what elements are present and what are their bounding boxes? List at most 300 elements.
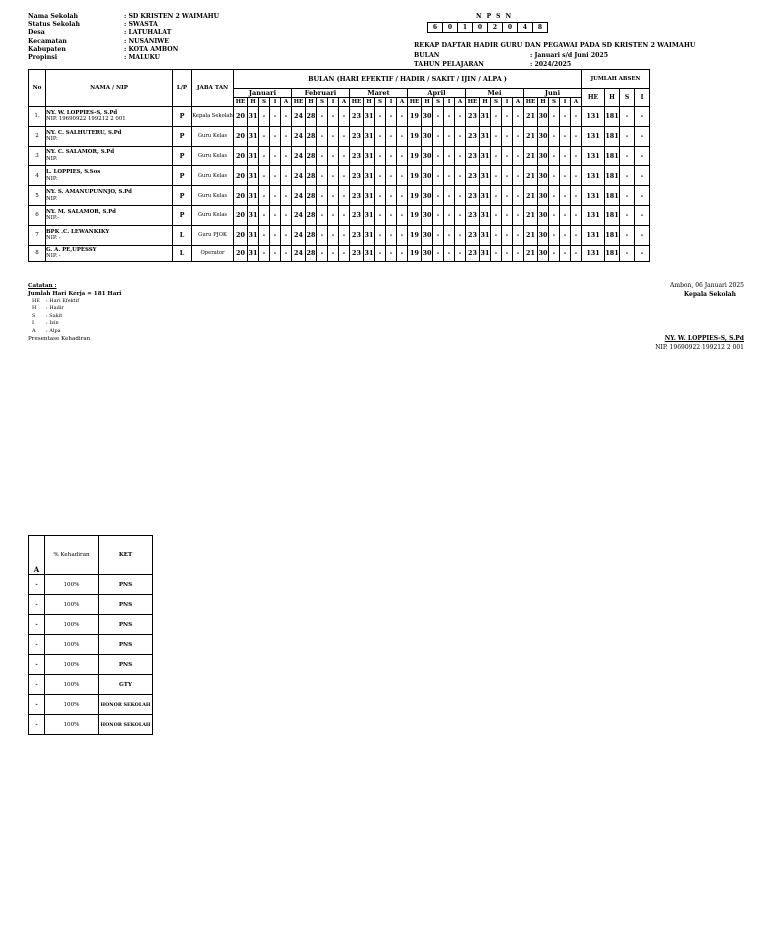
sub-col-header: S xyxy=(549,98,560,107)
school-info-value: : LATUHALAT xyxy=(124,29,172,37)
pct-col-a: A xyxy=(29,536,45,575)
row-lp: P xyxy=(173,107,192,127)
row-value: - xyxy=(270,186,281,206)
npsn-digit: 4 xyxy=(518,23,533,32)
sub-col-header: H xyxy=(538,98,549,107)
row-value: - xyxy=(386,126,397,146)
month-header: Maret xyxy=(350,89,408,98)
row-nama xyxy=(46,107,173,127)
legend-key: S xyxy=(32,312,36,319)
row-value: - xyxy=(502,225,513,245)
row-value: - xyxy=(502,186,513,206)
row-value: - xyxy=(444,107,455,127)
row-value: 23 xyxy=(466,225,480,245)
row-value: - xyxy=(433,225,444,245)
row-value: - xyxy=(455,146,466,166)
row-value: 28 xyxy=(306,146,317,166)
row-value: - xyxy=(491,225,502,245)
row-value: - xyxy=(433,166,444,186)
jumlah-col-header: S xyxy=(620,89,635,107)
row-value: 19 xyxy=(408,225,422,245)
row-jabatan: Kepala Sekolah xyxy=(192,107,234,127)
pct-row xyxy=(29,615,153,635)
pct-value: 100% xyxy=(45,575,99,595)
row-nama xyxy=(46,166,173,186)
row-jumlah: - xyxy=(635,126,650,146)
row-jumlah: 131 xyxy=(582,225,605,245)
row-value: 31 xyxy=(480,186,491,206)
row-value: - xyxy=(339,245,350,261)
row-value: - xyxy=(317,225,328,245)
row-value: - xyxy=(259,225,270,245)
row-value: - xyxy=(270,107,281,127)
pct-a: - xyxy=(29,635,45,655)
row-value: 23 xyxy=(350,107,364,127)
month-header: Mei xyxy=(466,89,524,98)
col-nama: NAMA / NIP xyxy=(46,70,173,107)
row-value: 31 xyxy=(248,166,259,186)
sub-col-header: I xyxy=(270,98,281,107)
school-info-row xyxy=(28,54,160,62)
document-title: REKAP DAFTAR HADIR GURU DAN PEGAWAI PADA SD KRISTEN 2 WAIMAHU xyxy=(414,41,696,49)
row-value: - xyxy=(571,205,582,225)
row-value: - xyxy=(281,225,292,245)
row-value: - xyxy=(270,245,281,261)
row-value: 30 xyxy=(538,205,549,225)
legend-value: : Izin xyxy=(46,320,59,327)
row-value: 20 xyxy=(234,245,248,261)
row-value: - xyxy=(259,107,270,127)
row-value: 23 xyxy=(466,166,480,186)
legend-value: : Alpa xyxy=(46,327,61,334)
row-value: 30 xyxy=(422,126,433,146)
sub-col-header: S xyxy=(375,98,386,107)
row-value: - xyxy=(259,186,270,206)
row-jumlah: - xyxy=(635,225,650,245)
sub-col-header: HE xyxy=(466,98,480,107)
row-value: 23 xyxy=(466,146,480,166)
row-value: 20 xyxy=(234,225,248,245)
row-value: 31 xyxy=(480,205,491,225)
table-row xyxy=(29,126,650,146)
row-value: - xyxy=(328,166,339,186)
row-nip: NIP. xyxy=(46,195,58,202)
pct-value: 100% xyxy=(45,655,99,675)
npsn-digit: 0 xyxy=(443,23,458,32)
row-value: - xyxy=(270,166,281,186)
row-value: - xyxy=(433,245,444,261)
row-value: - xyxy=(386,107,397,127)
row-value: - xyxy=(491,107,502,127)
pct-value: 100% xyxy=(45,615,99,635)
row-value: 31 xyxy=(364,245,375,261)
row-value: - xyxy=(386,146,397,166)
row-value: - xyxy=(375,205,386,225)
row-value: - xyxy=(375,186,386,206)
school-info-row xyxy=(28,29,171,37)
row-name: L. LOPPIES, S.Sos xyxy=(46,169,101,176)
row-jabatan: Guru Kelas xyxy=(192,205,234,225)
sub-col-header: H xyxy=(364,98,375,107)
jumlah-col-header: I xyxy=(635,89,650,107)
pct-col-ket: KET xyxy=(99,536,153,575)
pct-row xyxy=(29,675,153,695)
row-value: 28 xyxy=(306,107,317,127)
school-info-label: Kabupaten xyxy=(28,45,66,53)
row-value: 19 xyxy=(408,205,422,225)
row-value: - xyxy=(375,166,386,186)
row-value: 30 xyxy=(422,107,433,127)
sub-col-header: HE xyxy=(350,98,364,107)
row-jabatan: Operator xyxy=(192,245,234,261)
school-info-value: : MALUKU xyxy=(124,54,161,61)
row-jumlah: 131 xyxy=(582,166,605,186)
pct-ket: PNS xyxy=(99,655,153,675)
row-value: 23 xyxy=(350,166,364,186)
row-value: - xyxy=(386,205,397,225)
row-nip: NIP. - xyxy=(46,253,61,260)
row-name: G. A. PE,UPESSY xyxy=(46,246,97,253)
row-value: - xyxy=(502,166,513,186)
row-value: - xyxy=(339,186,350,206)
row-value: - xyxy=(549,107,560,127)
sub-col-header: A xyxy=(513,98,524,107)
sub-col-header: I xyxy=(444,98,455,107)
row-value: - xyxy=(491,166,502,186)
row-value: 23 xyxy=(350,126,364,146)
row-value: - xyxy=(444,245,455,261)
row-value: - xyxy=(259,205,270,225)
row-value: 20 xyxy=(234,146,248,166)
row-jabatan: Guru Kelas xyxy=(192,166,234,186)
row-value: - xyxy=(259,166,270,186)
row-value: - xyxy=(397,186,408,206)
row-jumlah: 131 xyxy=(582,126,605,146)
row-jumlah: 181 xyxy=(605,146,620,166)
pct-ket: GTY xyxy=(99,675,153,695)
row-no: 4 xyxy=(29,166,46,186)
row-value: 31 xyxy=(480,107,491,127)
row-value: 24 xyxy=(292,186,306,206)
row-no: 2 xyxy=(29,126,46,146)
row-value: 21 xyxy=(524,245,538,261)
row-jumlah: - xyxy=(635,186,650,206)
row-value: - xyxy=(491,186,502,206)
row-value: - xyxy=(513,126,524,146)
sub-col-header: S xyxy=(433,98,444,107)
row-value: - xyxy=(571,245,582,261)
pct-a: - xyxy=(29,595,45,615)
row-jumlah: 181 xyxy=(605,126,620,146)
sub-col-header: HE xyxy=(524,98,538,107)
col-jabatan: JABA TAN xyxy=(192,70,234,107)
row-value: 20 xyxy=(234,126,248,146)
row-value: - xyxy=(560,107,571,127)
row-jumlah: 181 xyxy=(605,205,620,225)
row-value: 31 xyxy=(248,205,259,225)
npsn-label: N P S N xyxy=(476,13,513,20)
row-value: - xyxy=(502,205,513,225)
row-value: - xyxy=(397,126,408,146)
pct-value: 100% xyxy=(45,675,99,695)
pct-ket: PNS xyxy=(99,595,153,615)
row-value: 23 xyxy=(466,126,480,146)
row-name: NY. M. SALAMOR, S.Pd xyxy=(46,208,116,215)
row-value: - xyxy=(281,107,292,127)
row-value: 21 xyxy=(524,205,538,225)
row-value: - xyxy=(328,146,339,166)
pct-a: - xyxy=(29,655,45,675)
row-value: 23 xyxy=(350,225,364,245)
row-value: - xyxy=(317,107,328,127)
pct-value: 100% xyxy=(45,695,99,715)
legend-item xyxy=(28,313,121,320)
pct-a: - xyxy=(29,575,45,595)
pct-a: - xyxy=(29,715,45,735)
legend-value: : Sakit xyxy=(46,312,63,319)
row-value: - xyxy=(444,186,455,206)
school-info-row xyxy=(28,21,158,29)
legend-item xyxy=(28,298,121,305)
school-info-value: : SWASTA xyxy=(124,21,158,29)
row-value: - xyxy=(339,166,350,186)
row-value: 23 xyxy=(350,205,364,225)
row-value: - xyxy=(270,205,281,225)
row-value: - xyxy=(571,146,582,166)
pct-ket: PNS xyxy=(99,635,153,655)
row-value: - xyxy=(259,126,270,146)
row-value: - xyxy=(375,245,386,261)
row-value: - xyxy=(455,245,466,261)
row-value: 31 xyxy=(480,245,491,261)
pct-col-kehadiran: % Kehadiran xyxy=(45,536,99,575)
sign-name: NY. W. LOPPIES-S, S.Pd xyxy=(664,335,744,342)
sub-col-header: S xyxy=(491,98,502,107)
sub-col-header: I xyxy=(502,98,513,107)
row-value: - xyxy=(549,126,560,146)
sub-col-header: A xyxy=(339,98,350,107)
row-jumlah: 181 xyxy=(605,166,620,186)
pct-row xyxy=(29,655,153,675)
pct-value: 100% xyxy=(45,715,99,735)
row-value: 30 xyxy=(538,146,549,166)
sign-role: Kepala Sekolah xyxy=(683,291,736,298)
row-jumlah: - xyxy=(635,245,650,261)
row-value: 30 xyxy=(422,186,433,206)
sub-col-header: H xyxy=(306,98,317,107)
notes-title: Catatan : xyxy=(28,283,57,289)
sub-col-header: H xyxy=(422,98,433,107)
row-value: 20 xyxy=(234,186,248,206)
pct-value: 100% xyxy=(45,595,99,615)
row-value: 23 xyxy=(466,205,480,225)
row-value: - xyxy=(328,205,339,225)
row-value: 31 xyxy=(248,186,259,206)
jumlah-header: JUMLAH ABSEN xyxy=(582,70,650,89)
row-value: - xyxy=(513,245,524,261)
row-value: - xyxy=(491,146,502,166)
row-value: 24 xyxy=(292,126,306,146)
row-jumlah: - xyxy=(635,146,650,166)
col-lp: L/P xyxy=(173,70,192,107)
bulan-header: BULAN (HARI EFEKTIF / HADIR / SAKIT / IJIN / ALPA ) xyxy=(234,70,582,89)
row-value: - xyxy=(397,225,408,245)
row-value: - xyxy=(386,225,397,245)
row-lp: P xyxy=(173,186,192,206)
pct-a: - xyxy=(29,675,45,695)
row-value: 30 xyxy=(422,146,433,166)
row-value: 31 xyxy=(480,225,491,245)
attendance-table xyxy=(28,69,650,262)
row-value: 30 xyxy=(422,225,433,245)
row-value: 31 xyxy=(248,245,259,261)
row-value: - xyxy=(513,146,524,166)
row-value: - xyxy=(317,146,328,166)
jumlah-col-header: H xyxy=(605,89,620,107)
pct-ket: PNS xyxy=(99,615,153,635)
row-value: 24 xyxy=(292,107,306,127)
sub-col-header: H xyxy=(248,98,259,107)
npsn-digit: 2 xyxy=(488,23,503,32)
row-value: - xyxy=(386,186,397,206)
pct-a: - xyxy=(29,615,45,635)
pct-row xyxy=(29,715,153,735)
row-value: 31 xyxy=(364,166,375,186)
sub-col-header: A xyxy=(571,98,582,107)
row-value: 30 xyxy=(538,166,549,186)
school-info-row xyxy=(28,13,219,21)
row-nip: NIP. - xyxy=(46,235,61,242)
row-value: 19 xyxy=(408,107,422,127)
row-value: 31 xyxy=(480,166,491,186)
row-lp: P xyxy=(173,126,192,146)
notes xyxy=(28,282,121,343)
row-value: 31 xyxy=(248,126,259,146)
sub-col-header: A xyxy=(455,98,466,107)
row-name: NY. W. LOPPIES-S, S.Pd xyxy=(46,109,118,116)
row-value: - xyxy=(571,126,582,146)
school-info-label: Nama Sekolah xyxy=(28,13,79,20)
row-value: 24 xyxy=(292,225,306,245)
row-value: - xyxy=(571,107,582,127)
row-jumlah: 181 xyxy=(605,107,620,127)
row-value: 31 xyxy=(480,126,491,146)
presentase-label: Presentase Kehadiran xyxy=(28,336,91,343)
row-value: - xyxy=(270,146,281,166)
row-jumlah: 131 xyxy=(582,186,605,206)
row-value: 21 xyxy=(524,225,538,245)
row-jumlah: - xyxy=(620,225,635,245)
row-value: - xyxy=(386,245,397,261)
row-jumlah: - xyxy=(620,126,635,146)
row-lp: P xyxy=(173,146,192,166)
meta-value: : Januari s/d Juni 2025 xyxy=(530,52,609,59)
pct-ket: HONOR SEKOLAH xyxy=(99,715,153,735)
row-value: - xyxy=(328,126,339,146)
table-row xyxy=(29,205,650,225)
row-value: - xyxy=(375,225,386,245)
row-value: - xyxy=(375,146,386,166)
row-value: - xyxy=(328,245,339,261)
row-jumlah: - xyxy=(620,245,635,261)
row-value: - xyxy=(397,205,408,225)
npsn-digit: 0 xyxy=(473,23,488,32)
row-value: - xyxy=(433,146,444,166)
row-no: 1. xyxy=(29,107,46,127)
row-value: - xyxy=(328,186,339,206)
row-no: 5 xyxy=(29,186,46,206)
row-name: NY. C. SALHUTERU, S.Pd xyxy=(46,129,122,136)
row-nip: NIP.- xyxy=(46,215,59,222)
row-value: - xyxy=(444,166,455,186)
row-value: 31 xyxy=(480,146,491,166)
row-value: 19 xyxy=(408,146,422,166)
row-value: - xyxy=(281,146,292,166)
row-no: 8 xyxy=(29,245,46,261)
row-jumlah: 131 xyxy=(582,205,605,225)
row-value: - xyxy=(397,245,408,261)
row-value: 31 xyxy=(364,146,375,166)
month-header: Juni xyxy=(524,89,582,98)
sub-col-header: A xyxy=(397,98,408,107)
row-lp: L xyxy=(173,245,192,261)
row-nama xyxy=(46,186,173,206)
row-value: - xyxy=(549,166,560,186)
row-value: - xyxy=(328,107,339,127)
row-value: 28 xyxy=(306,126,317,146)
row-value: 28 xyxy=(306,225,317,245)
sub-col-header: HE xyxy=(234,98,248,107)
row-nama xyxy=(46,225,173,245)
row-jumlah: - xyxy=(620,205,635,225)
row-value: - xyxy=(317,166,328,186)
sub-col-header: I xyxy=(560,98,571,107)
col-no: No xyxy=(29,70,46,107)
pct-row xyxy=(29,575,153,595)
row-value: - xyxy=(549,225,560,245)
row-value: - xyxy=(513,205,524,225)
row-value: - xyxy=(560,186,571,206)
row-nama xyxy=(46,245,173,261)
sub-col-header: I xyxy=(328,98,339,107)
row-jumlah: 131 xyxy=(582,107,605,127)
row-nip: NIP. xyxy=(46,155,58,162)
sign-nip: NIP. 19690922 199212 2 001 xyxy=(655,344,744,351)
row-value: - xyxy=(259,146,270,166)
row-value: - xyxy=(560,146,571,166)
sub-col-header: S xyxy=(317,98,328,107)
notes-jumlah: Jumlah Hari Kerja = 181 Hari xyxy=(28,291,122,297)
school-info-value: : NUSANIWE xyxy=(124,37,169,45)
sub-col-header: H xyxy=(480,98,491,107)
row-value: 30 xyxy=(538,107,549,127)
meta-label: BULAN xyxy=(414,52,440,59)
sub-col-header: I xyxy=(386,98,397,107)
row-value: 20 xyxy=(234,107,248,127)
row-value: - xyxy=(502,107,513,127)
sign-place-date: Ambon, 06 Januari 2025 xyxy=(670,282,744,289)
row-value: - xyxy=(270,126,281,146)
row-name: NY. S. AMANUPUNNJO, S.Pd xyxy=(46,189,132,196)
row-value: - xyxy=(281,126,292,146)
row-value: - xyxy=(317,245,328,261)
row-value: - xyxy=(281,205,292,225)
school-info-value: : KOTA AMBON xyxy=(124,45,179,53)
legend-value: : Hadir xyxy=(46,305,64,312)
legend-item xyxy=(28,305,121,312)
school-info-label: Desa xyxy=(28,29,45,37)
row-value: 24 xyxy=(292,205,306,225)
